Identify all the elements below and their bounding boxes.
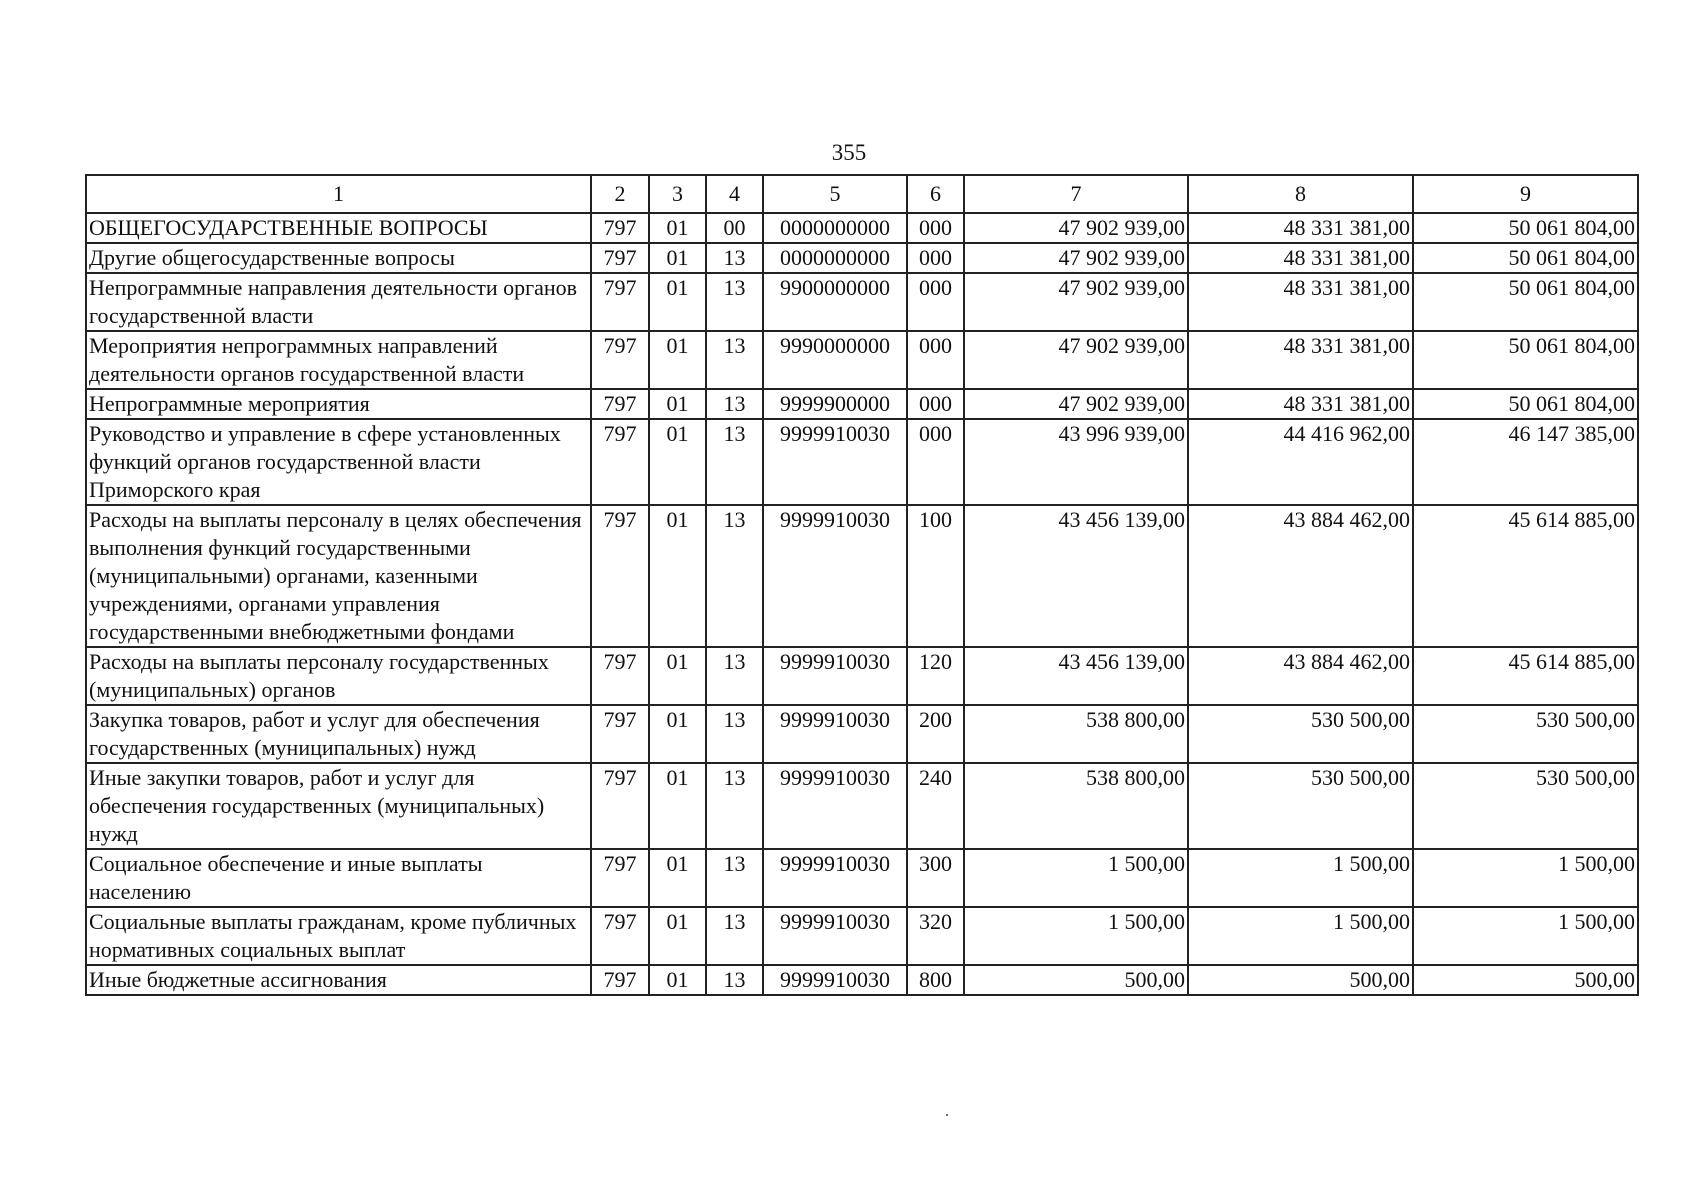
code-target: 9999910030 [763,907,907,965]
amount-col8: 500,00 [1188,965,1413,995]
amount-col9: 530 500,00 [1413,705,1638,763]
amount-col7: 1 500,00 [964,907,1188,965]
code-admin: 797 [591,647,649,705]
row-name: Социальные выплаты гражданам, кроме публичных нормативных социальных выплат [86,907,591,965]
amount-col7: 538 800,00 [964,763,1188,849]
amount-col8: 48 331 381,00 [1188,243,1413,273]
table-row [86,331,1638,389]
column-header: 1 [86,175,591,213]
row-name: Мероприятия непрограммных направлений деятельности органов государственной власти [86,331,591,389]
code-expense-type: 800 [907,965,964,995]
code-admin: 797 [591,389,649,419]
code-admin: 797 [591,907,649,965]
code-admin: 797 [591,505,649,647]
code-section: 01 [649,389,706,419]
amount-col9: 50 061 804,00 [1413,273,1638,331]
code-expense-type: 200 [907,705,964,763]
amount-col9: 50 061 804,00 [1413,389,1638,419]
code-expense-type: 100 [907,505,964,647]
code-subsection: 13 [706,389,763,419]
amount-col9: 50 061 804,00 [1413,243,1638,273]
column-header: 6 [907,175,964,213]
code-target: 9999910030 [763,965,907,995]
table-row [86,763,1638,849]
code-admin: 797 [591,705,649,763]
row-name: Социальное обеспечение и иные выплаты населению [86,849,591,907]
scan-speck [946,1114,948,1116]
header-row [86,175,1638,213]
code-admin: 797 [591,763,649,849]
code-section: 01 [649,273,706,331]
code-admin: 797 [591,273,649,331]
amount-col9: 1 500,00 [1413,907,1638,965]
table-row [86,243,1638,273]
page-number: 355 [831,140,867,165]
amount-col9: 50 061 804,00 [1413,331,1638,389]
amount-col8: 48 331 381,00 [1188,331,1413,389]
amount-col7: 1 500,00 [964,849,1188,907]
code-section: 01 [649,849,706,907]
code-subsection: 00 [706,213,763,243]
code-expense-type: 000 [907,331,964,389]
code-target: 9999910030 [763,647,907,705]
code-subsection: 13 [706,763,763,849]
amount-col8: 1 500,00 [1188,907,1413,965]
table-row [86,965,1638,995]
amount-col7: 47 902 939,00 [964,213,1188,243]
amount-col8: 1 500,00 [1188,849,1413,907]
row-name: Другие общегосударственные вопросы [86,243,591,273]
code-expense-type: 300 [907,849,964,907]
row-name: Расходы на выплаты персоналу государственных (муниципальных) органов [86,647,591,705]
column-header: 8 [1188,175,1413,213]
column-header: 7 [964,175,1188,213]
code-subsection: 13 [706,419,763,505]
amount-col7: 47 902 939,00 [964,389,1188,419]
code-expense-type: 240 [907,763,964,849]
table-row [86,647,1638,705]
code-section: 01 [649,331,706,389]
code-expense-type: 000 [907,419,964,505]
code-target: 9999910030 [763,705,907,763]
amount-col9: 50 061 804,00 [1413,213,1638,243]
code-target: 9999910030 [763,763,907,849]
code-subsection: 13 [706,965,763,995]
code-section: 01 [649,965,706,995]
row-name: Закупка товаров, работ и услуг для обеспечения государственных (муниципальных) нужд [86,705,591,763]
code-subsection: 13 [706,705,763,763]
code-subsection: 13 [706,907,763,965]
code-admin: 797 [591,849,649,907]
code-section: 01 [649,505,706,647]
code-subsection: 13 [706,331,763,389]
row-name: ОБЩЕГОСУДАРСТВЕННЫЕ ВОПРОСЫ [86,213,591,243]
amount-col8: 43 884 462,00 [1188,505,1413,647]
amount-col8: 44 416 962,00 [1188,419,1413,505]
amount-col7: 43 456 139,00 [964,505,1188,647]
code-subsection: 13 [706,647,763,705]
row-name: Непрограммные мероприятия [86,389,591,419]
amount-col7: 538 800,00 [964,705,1188,763]
amount-col7: 47 902 939,00 [964,243,1188,273]
column-header: 2 [591,175,649,213]
column-header: 3 [649,175,706,213]
code-expense-type: 000 [907,213,964,243]
row-name: Иные бюджетные ассигнования [86,965,591,995]
table-row [86,505,1638,647]
code-admin: 797 [591,243,649,273]
amount-col9: 45 614 885,00 [1413,647,1638,705]
amount-col7: 43 996 939,00 [964,419,1188,505]
amount-col8: 530 500,00 [1188,763,1413,849]
amount-col9: 530 500,00 [1413,763,1638,849]
row-name: Непрограммные направления деятельности органов государственной власти [86,273,591,331]
budget-table [85,174,1639,996]
table-row [86,705,1638,763]
code-section: 01 [649,907,706,965]
code-admin: 797 [591,419,649,505]
code-target: 9999910030 [763,505,907,647]
code-expense-type: 120 [907,647,964,705]
code-target: 9900000000 [763,273,907,331]
column-header: 5 [763,175,907,213]
code-subsection: 13 [706,243,763,273]
code-target: 0000000000 [763,213,907,243]
code-section: 01 [649,705,706,763]
code-expense-type: 000 [907,243,964,273]
code-target: 9990000000 [763,331,907,389]
amount-col8: 48 331 381,00 [1188,273,1413,331]
table-row [86,389,1638,419]
amount-col9: 500,00 [1413,965,1638,995]
code-expense-type: 000 [907,389,964,419]
code-target: 9999910030 [763,849,907,907]
code-admin: 797 [591,965,649,995]
table-row [86,419,1638,505]
code-subsection: 13 [706,505,763,647]
row-name: Расходы на выплаты персоналу в целях обеспечения выполнения функций государственными (муниципальными) органами, казенными учреждениями, органами управления государственными внебюджетными фондами [86,505,591,647]
amount-col7: 500,00 [964,965,1188,995]
column-header: 4 [706,175,763,213]
code-admin: 797 [591,213,649,243]
code-expense-type: 000 [907,273,964,331]
row-name: Руководство и управление в сфере установленных функций органов государственной власти Приморского края [86,419,591,505]
code-admin: 797 [591,331,649,389]
code-section: 01 [649,419,706,505]
amount-col8: 530 500,00 [1188,705,1413,763]
table-row [86,213,1638,243]
amount-col7: 43 456 139,00 [964,647,1188,705]
amount-col9: 1 500,00 [1413,849,1638,907]
code-subsection: 13 [706,273,763,331]
amount-col8: 48 331 381,00 [1188,389,1413,419]
amount-col7: 47 902 939,00 [964,331,1188,389]
amount-col7: 47 902 939,00 [964,273,1188,331]
code-section: 01 [649,243,706,273]
table-row [86,273,1638,331]
code-target: 9999900000 [763,389,907,419]
amount-col8: 43 884 462,00 [1188,647,1413,705]
code-target: 9999910030 [763,419,907,505]
table-row [86,907,1638,965]
table-body [86,213,1638,995]
code-subsection: 13 [706,849,763,907]
amount-col9: 45 614 885,00 [1413,505,1638,647]
amount-col8: 48 331 381,00 [1188,213,1413,243]
column-header: 9 [1413,175,1638,213]
amount-col9: 46 147 385,00 [1413,419,1638,505]
row-name: Иные закупки товаров, работ и услуг для обеспечения государственных (муниципальных) нужд [86,763,591,849]
code-section: 01 [649,647,706,705]
table-row [86,849,1638,907]
code-section: 01 [649,213,706,243]
code-expense-type: 320 [907,907,964,965]
code-section: 01 [649,763,706,849]
code-target: 0000000000 [763,243,907,273]
